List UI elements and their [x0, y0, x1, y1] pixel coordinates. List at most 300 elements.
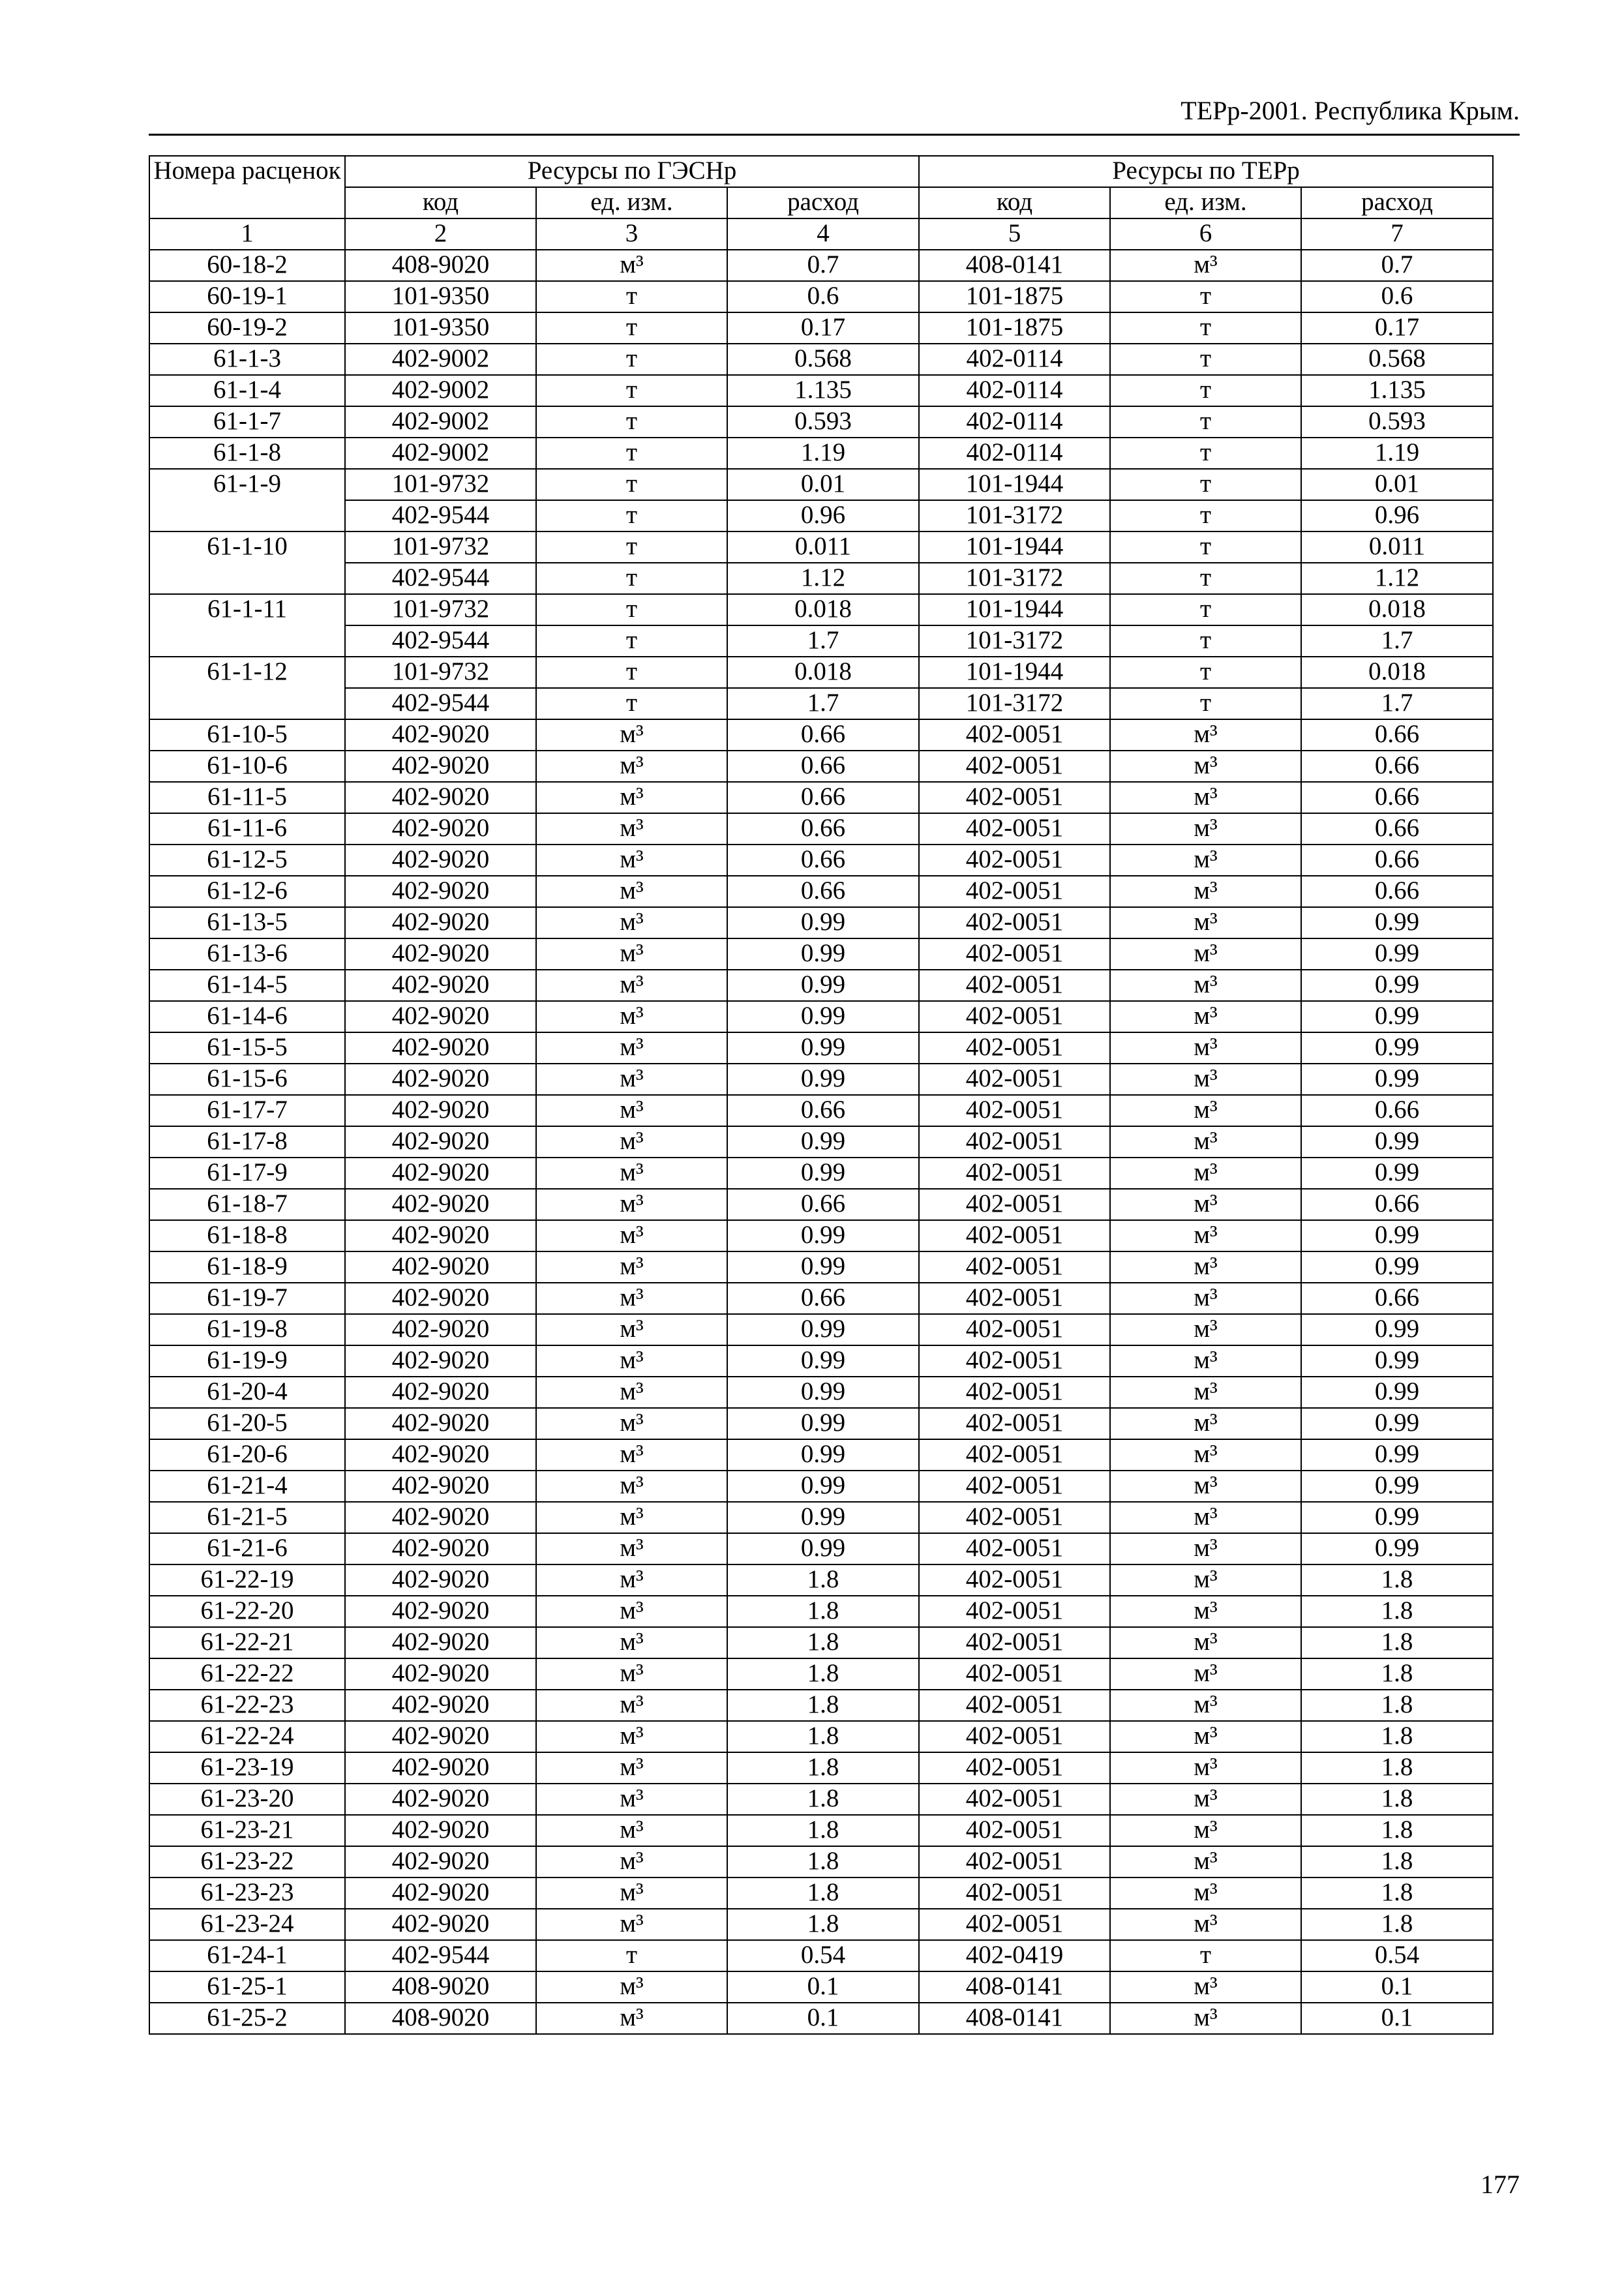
gesn-amount: 0.99	[727, 1251, 919, 1283]
ter-code: 402-0051	[919, 1283, 1110, 1314]
gesn-unit: м³	[536, 1001, 727, 1032]
gesn-code: 402-9020	[345, 1283, 536, 1314]
gesn-unit: т	[536, 531, 727, 563]
ter-amount: 0.66	[1301, 876, 1493, 907]
ter-unit: м³	[1110, 1377, 1301, 1408]
header-ter-unit: ед. изм.	[1110, 187, 1301, 218]
gesn-code: 402-9020	[345, 1001, 536, 1032]
table-row	[149, 970, 1493, 1001]
rate-number: 61-13-5	[149, 907, 345, 938]
ter-unit: м³	[1110, 1095, 1301, 1126]
gesn-unit: м³	[536, 1690, 727, 1721]
ter-amount: 0.593	[1301, 406, 1493, 438]
ter-unit: т	[1110, 469, 1301, 500]
gesn-unit: м³	[536, 719, 727, 751]
ter-amount: 0.66	[1301, 1095, 1493, 1126]
ter-code: 402-0051	[919, 1658, 1110, 1690]
gesn-code: 402-9020	[345, 1095, 536, 1126]
ter-amount: 1.7	[1301, 688, 1493, 719]
gesn-amount: 0.96	[727, 500, 919, 531]
ter-unit: м³	[1110, 1784, 1301, 1815]
ter-unit: т	[1110, 657, 1301, 688]
ter-unit: м³	[1110, 1846, 1301, 1878]
ter-code: 402-0051	[919, 1564, 1110, 1596]
ter-code: 402-0051	[919, 782, 1110, 813]
ter-amount: 0.99	[1301, 1064, 1493, 1095]
gesn-code: 402-9544	[345, 563, 536, 594]
table-row	[149, 1064, 1493, 1095]
ter-code: 402-0051	[919, 1909, 1110, 1940]
ter-amount: 0.66	[1301, 1189, 1493, 1220]
ter-unit: м³	[1110, 1314, 1301, 1345]
ter-amount: 1.7	[1301, 625, 1493, 657]
gesn-unit: м³	[536, 1471, 727, 1502]
table-row	[149, 438, 1493, 469]
table-row	[149, 907, 1493, 938]
gesn-unit: т	[536, 438, 727, 469]
gesn-unit: т	[536, 469, 727, 500]
ter-unit: т	[1110, 688, 1301, 719]
ter-amount: 0.99	[1301, 938, 1493, 970]
ter-amount: 0.99	[1301, 1502, 1493, 1533]
ter-amount: 1.12	[1301, 563, 1493, 594]
gesn-unit: м³	[536, 1533, 727, 1564]
gesn-code: 402-9020	[345, 1251, 536, 1283]
ter-unit: м³	[1110, 751, 1301, 782]
rate-number: 61-1-11	[149, 594, 345, 657]
gesn-unit: м³	[536, 1377, 727, 1408]
ter-code: 402-0051	[919, 1377, 1110, 1408]
ter-unit: м³	[1110, 1001, 1301, 1032]
ter-amount: 0.99	[1301, 1001, 1493, 1032]
gesn-amount: 0.99	[727, 907, 919, 938]
gesn-code: 402-9020	[345, 1784, 536, 1815]
ter-code: 402-0051	[919, 1721, 1110, 1752]
gesn-code: 101-9732	[345, 594, 536, 625]
table-row	[149, 1439, 1493, 1471]
gesn-unit: м³	[536, 1846, 727, 1878]
header-gesn: Ресурсы по ГЭСНр	[345, 156, 919, 187]
gesn-unit: м³	[536, 1815, 727, 1846]
header-rule	[149, 134, 1520, 136]
column-number-row	[149, 218, 1493, 250]
table-row	[149, 1283, 1493, 1314]
table-row	[149, 1032, 1493, 1064]
table-row	[149, 1377, 1493, 1408]
gesn-amount: 0.66	[727, 751, 919, 782]
ter-unit: м³	[1110, 1408, 1301, 1439]
gesn-amount: 0.99	[727, 970, 919, 1001]
gesn-amount: 1.19	[727, 438, 919, 469]
gesn-amount: 1.8	[727, 1721, 919, 1752]
ter-unit: м³	[1110, 250, 1301, 281]
gesn-amount: 0.018	[727, 594, 919, 625]
gesn-unit: м³	[536, 1502, 727, 1533]
gesn-amount: 0.99	[727, 1314, 919, 1345]
ter-amount: 0.1	[1301, 1971, 1493, 2003]
ter-unit: м³	[1110, 1064, 1301, 1095]
rate-number: 61-23-20	[149, 1784, 345, 1815]
ter-code: 402-0051	[919, 1439, 1110, 1471]
ter-code: 408-0141	[919, 1971, 1110, 2003]
gesn-amount: 1.8	[727, 1909, 919, 1940]
ter-unit: т	[1110, 563, 1301, 594]
rate-number: 61-23-19	[149, 1752, 345, 1784]
gesn-code: 408-9020	[345, 250, 536, 281]
column-number: 4	[727, 218, 919, 250]
gesn-unit: м³	[536, 1878, 727, 1909]
table-body	[149, 156, 1493, 2034]
table-row	[149, 344, 1493, 375]
gesn-amount: 1.8	[727, 1690, 919, 1721]
ter-code: 402-0051	[919, 1690, 1110, 1721]
gesn-amount: 0.99	[727, 1502, 919, 1533]
ter-amount: 0.99	[1301, 1345, 1493, 1377]
gesn-code: 402-9020	[345, 1721, 536, 1752]
gesn-unit: т	[536, 594, 727, 625]
ter-code: 402-0114	[919, 406, 1110, 438]
rate-number: 60-19-2	[149, 312, 345, 344]
gesn-unit: м³	[536, 1314, 727, 1345]
ter-unit: м³	[1110, 1815, 1301, 1846]
ter-unit: м³	[1110, 1752, 1301, 1784]
header-row-1	[149, 156, 1493, 187]
ter-unit: м³	[1110, 1126, 1301, 1158]
gesn-unit: т	[536, 281, 727, 312]
rate-number: 61-10-5	[149, 719, 345, 751]
gesn-code: 402-9020	[345, 1064, 536, 1095]
table-row	[149, 469, 1493, 500]
gesn-amount: 0.99	[727, 1439, 919, 1471]
gesn-code: 101-9732	[345, 657, 536, 688]
ter-unit: м³	[1110, 1251, 1301, 1283]
rate-number: 61-1-4	[149, 375, 345, 406]
rate-number: 61-14-6	[149, 1001, 345, 1032]
gesn-unit: т	[536, 312, 727, 344]
gesn-code: 402-9002	[345, 406, 536, 438]
gesn-amount: 0.593	[727, 406, 919, 438]
table-row	[149, 813, 1493, 845]
ter-unit: т	[1110, 625, 1301, 657]
rate-number: 61-12-5	[149, 845, 345, 876]
ter-code: 402-0051	[919, 1471, 1110, 1502]
table-row	[149, 1627, 1493, 1658]
table-row	[149, 1596, 1493, 1627]
ter-code: 101-1944	[919, 657, 1110, 688]
rate-number: 61-19-9	[149, 1345, 345, 1377]
ter-code: 402-0051	[919, 1001, 1110, 1032]
ter-amount: 0.96	[1301, 500, 1493, 531]
rate-number: 60-18-2	[149, 250, 345, 281]
gesn-unit: м³	[536, 1064, 727, 1095]
table-row	[149, 1001, 1493, 1032]
gesn-amount: 0.99	[727, 1471, 919, 1502]
header-gesn-unit: ед. изм.	[536, 187, 727, 218]
ter-unit: м³	[1110, 1283, 1301, 1314]
ter-code: 402-0051	[919, 907, 1110, 938]
gesn-unit: т	[536, 406, 727, 438]
rate-number: 61-20-5	[149, 1408, 345, 1439]
table-row	[149, 1408, 1493, 1439]
rate-number: 61-22-22	[149, 1658, 345, 1690]
gesn-unit: м³	[536, 2003, 727, 2034]
gesn-code: 402-9002	[345, 375, 536, 406]
rate-number: 61-17-9	[149, 1158, 345, 1189]
table-row	[149, 1971, 1493, 2003]
gesn-unit: м³	[536, 782, 727, 813]
ter-amount: 1.8	[1301, 1627, 1493, 1658]
ter-code: 402-0051	[919, 1189, 1110, 1220]
gesn-amount: 0.99	[727, 1001, 919, 1032]
table-row	[149, 1784, 1493, 1815]
table-row	[149, 1095, 1493, 1126]
gesn-amount: 0.1	[727, 1971, 919, 2003]
gesn-amount: 0.66	[727, 813, 919, 845]
page-header: ТЕРр-2001. Республика Крым.	[1180, 96, 1520, 125]
gesn-code: 402-9020	[345, 1126, 536, 1158]
gesn-code: 402-9020	[345, 1878, 536, 1909]
ter-code: 402-0051	[919, 938, 1110, 970]
ter-amount: 0.018	[1301, 594, 1493, 625]
gesn-unit: т	[536, 688, 727, 719]
table-row	[149, 531, 1493, 563]
gesn-unit: м³	[536, 1095, 727, 1126]
gesn-amount: 0.01	[727, 469, 919, 500]
gesn-amount: 0.1	[727, 2003, 919, 2034]
table-row	[149, 1721, 1493, 1752]
rate-number: 61-22-24	[149, 1721, 345, 1752]
gesn-code: 402-9020	[345, 1596, 536, 1627]
rate-number: 61-24-1	[149, 1940, 345, 1971]
ter-amount: 1.8	[1301, 1564, 1493, 1596]
gesn-unit: т	[536, 1940, 727, 1971]
ter-code: 402-0051	[919, 813, 1110, 845]
ter-unit: м³	[1110, 1721, 1301, 1752]
ter-unit: м³	[1110, 907, 1301, 938]
ter-unit: м³	[1110, 1971, 1301, 2003]
gesn-code: 402-9020	[345, 751, 536, 782]
ter-code: 101-1944	[919, 469, 1110, 500]
gesn-unit: м³	[536, 1596, 727, 1627]
gesn-amount: 0.99	[727, 1408, 919, 1439]
table-row	[149, 1126, 1493, 1158]
ter-amount: 0.66	[1301, 719, 1493, 751]
rate-number: 61-23-21	[149, 1815, 345, 1846]
ter-unit: т	[1110, 531, 1301, 563]
gesn-amount: 0.66	[727, 719, 919, 751]
ter-unit: м³	[1110, 1658, 1301, 1690]
ter-unit: м³	[1110, 1032, 1301, 1064]
gesn-amount: 1.8	[727, 1627, 919, 1658]
ter-unit: т	[1110, 344, 1301, 375]
gesn-amount: 1.12	[727, 563, 919, 594]
gesn-code: 101-9350	[345, 281, 536, 312]
ter-code: 402-0051	[919, 1533, 1110, 1564]
rate-number: 61-22-20	[149, 1596, 345, 1627]
gesn-amount: 0.99	[727, 1220, 919, 1251]
gesn-code: 402-9544	[345, 500, 536, 531]
resource-table	[149, 155, 1494, 2035]
rate-number: 61-11-5	[149, 782, 345, 813]
table-row	[149, 1502, 1493, 1533]
ter-code: 101-3172	[919, 625, 1110, 657]
ter-amount: 0.54	[1301, 1940, 1493, 1971]
gesn-amount: 1.8	[727, 1846, 919, 1878]
table-row	[149, 1815, 1493, 1846]
table-row	[149, 938, 1493, 970]
rate-number: 61-18-9	[149, 1251, 345, 1283]
ter-code: 402-0051	[919, 1846, 1110, 1878]
table-row	[149, 1220, 1493, 1251]
ter-code: 402-0051	[919, 1032, 1110, 1064]
rate-number: 60-19-1	[149, 281, 345, 312]
rate-number: 61-15-6	[149, 1064, 345, 1095]
ter-amount: 0.99	[1301, 1314, 1493, 1345]
ter-unit: м³	[1110, 938, 1301, 970]
ter-amount: 0.1	[1301, 2003, 1493, 2034]
ter-amount: 0.99	[1301, 1158, 1493, 1189]
table-row	[149, 1533, 1493, 1564]
ter-unit: т	[1110, 281, 1301, 312]
ter-amount: 1.8	[1301, 1846, 1493, 1878]
ter-amount: 0.99	[1301, 1439, 1493, 1471]
gesn-unit: м³	[536, 1126, 727, 1158]
ter-code: 402-0114	[919, 375, 1110, 406]
header-gesn-code: код	[345, 187, 536, 218]
ter-amount: 0.99	[1301, 1251, 1493, 1283]
gesn-amount: 0.018	[727, 657, 919, 688]
gesn-amount: 1.8	[727, 1596, 919, 1627]
gesn-unit: м³	[536, 1251, 727, 1283]
gesn-amount: 1.135	[727, 375, 919, 406]
table-row	[149, 1158, 1493, 1189]
column-number: 2	[345, 218, 536, 250]
table-row	[149, 1940, 1493, 1971]
gesn-code: 402-9020	[345, 1314, 536, 1345]
table-row	[149, 1471, 1493, 1502]
gesn-amount: 1.8	[727, 1878, 919, 1909]
gesn-unit: м³	[536, 1283, 727, 1314]
column-number: 6	[1110, 218, 1301, 250]
ter-code: 402-0051	[919, 1220, 1110, 1251]
gesn-code: 402-9544	[345, 1940, 536, 1971]
gesn-code: 402-9020	[345, 907, 536, 938]
gesn-code: 402-9544	[345, 688, 536, 719]
ter-amount: 0.99	[1301, 1471, 1493, 1502]
rate-number: 61-22-19	[149, 1564, 345, 1596]
table-row	[149, 375, 1493, 406]
gesn-amount: 0.99	[727, 1533, 919, 1564]
gesn-amount: 1.8	[727, 1564, 919, 1596]
gesn-unit: м³	[536, 1752, 727, 1784]
ter-amount: 0.66	[1301, 751, 1493, 782]
ter-code: 408-0141	[919, 250, 1110, 281]
ter-amount: 0.17	[1301, 312, 1493, 344]
ter-code: 402-0051	[919, 970, 1110, 1001]
gesn-code: 402-9020	[345, 1158, 536, 1189]
rate-number: 61-22-21	[149, 1627, 345, 1658]
gesn-code: 402-9020	[345, 1533, 536, 1564]
gesn-unit: м³	[536, 1032, 727, 1064]
ter-code: 402-0114	[919, 438, 1110, 469]
page-number: 177	[1481, 2170, 1520, 2199]
gesn-unit: м³	[536, 1564, 727, 1596]
rate-number: 61-17-7	[149, 1095, 345, 1126]
table-row	[149, 719, 1493, 751]
ter-amount: 0.7	[1301, 250, 1493, 281]
ter-unit: м³	[1110, 1878, 1301, 1909]
gesn-amount: 0.54	[727, 1940, 919, 1971]
header-gesn-amount: расход	[727, 187, 919, 218]
gesn-unit: т	[536, 344, 727, 375]
rate-number: 61-20-4	[149, 1377, 345, 1408]
gesn-code: 402-9020	[345, 1408, 536, 1439]
rate-number: 61-22-23	[149, 1690, 345, 1721]
gesn-unit: т	[536, 375, 727, 406]
gesn-code: 402-9020	[345, 1439, 536, 1471]
ter-amount: 1.8	[1301, 1815, 1493, 1846]
gesn-amount: 0.99	[727, 1064, 919, 1095]
ter-unit: т	[1110, 312, 1301, 344]
rate-number: 61-1-8	[149, 438, 345, 469]
ter-amount: 1.8	[1301, 1752, 1493, 1784]
ter-amount: 1.8	[1301, 1690, 1493, 1721]
ter-code: 408-0141	[919, 2003, 1110, 2034]
gesn-amount: 0.99	[727, 1345, 919, 1377]
ter-unit: м³	[1110, 719, 1301, 751]
table-row	[149, 594, 1493, 625]
gesn-unit: м³	[536, 1721, 727, 1752]
header-ter: Ресурсы по ТЕРр	[919, 156, 1493, 187]
gesn-code: 402-9020	[345, 1752, 536, 1784]
ter-code: 402-0051	[919, 1502, 1110, 1533]
header-rates: Номера расценок	[149, 156, 345, 218]
ter-unit: м³	[1110, 2003, 1301, 2034]
ter-code: 402-0051	[919, 719, 1110, 751]
ter-amount: 1.8	[1301, 1784, 1493, 1815]
ter-unit: м³	[1110, 1158, 1301, 1189]
gesn-amount: 1.8	[727, 1752, 919, 1784]
ter-unit: м³	[1110, 1220, 1301, 1251]
table-row	[149, 1846, 1493, 1878]
ter-amount: 0.99	[1301, 1533, 1493, 1564]
ter-amount: 1.8	[1301, 1878, 1493, 1909]
gesn-code: 402-9020	[345, 1345, 536, 1377]
ter-code: 101-3172	[919, 500, 1110, 531]
ter-amount: 0.66	[1301, 813, 1493, 845]
gesn-unit: м³	[536, 751, 727, 782]
table-row	[149, 625, 1493, 657]
gesn-amount: 0.99	[727, 1032, 919, 1064]
ter-unit: т	[1110, 500, 1301, 531]
ter-unit: т	[1110, 1940, 1301, 1971]
header-ter-code: код	[919, 187, 1110, 218]
gesn-code: 402-9020	[345, 1627, 536, 1658]
gesn-unit: м³	[536, 1627, 727, 1658]
rate-number: 61-23-23	[149, 1878, 345, 1909]
gesn-unit: м³	[536, 1345, 727, 1377]
gesn-unit: м³	[536, 813, 727, 845]
ter-unit: м³	[1110, 1533, 1301, 1564]
table-row	[149, 1878, 1493, 1909]
gesn-code: 402-9544	[345, 625, 536, 657]
table-row	[149, 876, 1493, 907]
gesn-unit: м³	[536, 1189, 727, 1220]
rate-number: 61-10-6	[149, 751, 345, 782]
gesn-amount: 0.99	[727, 1377, 919, 1408]
ter-amount: 0.99	[1301, 1126, 1493, 1158]
table-row	[149, 1314, 1493, 1345]
